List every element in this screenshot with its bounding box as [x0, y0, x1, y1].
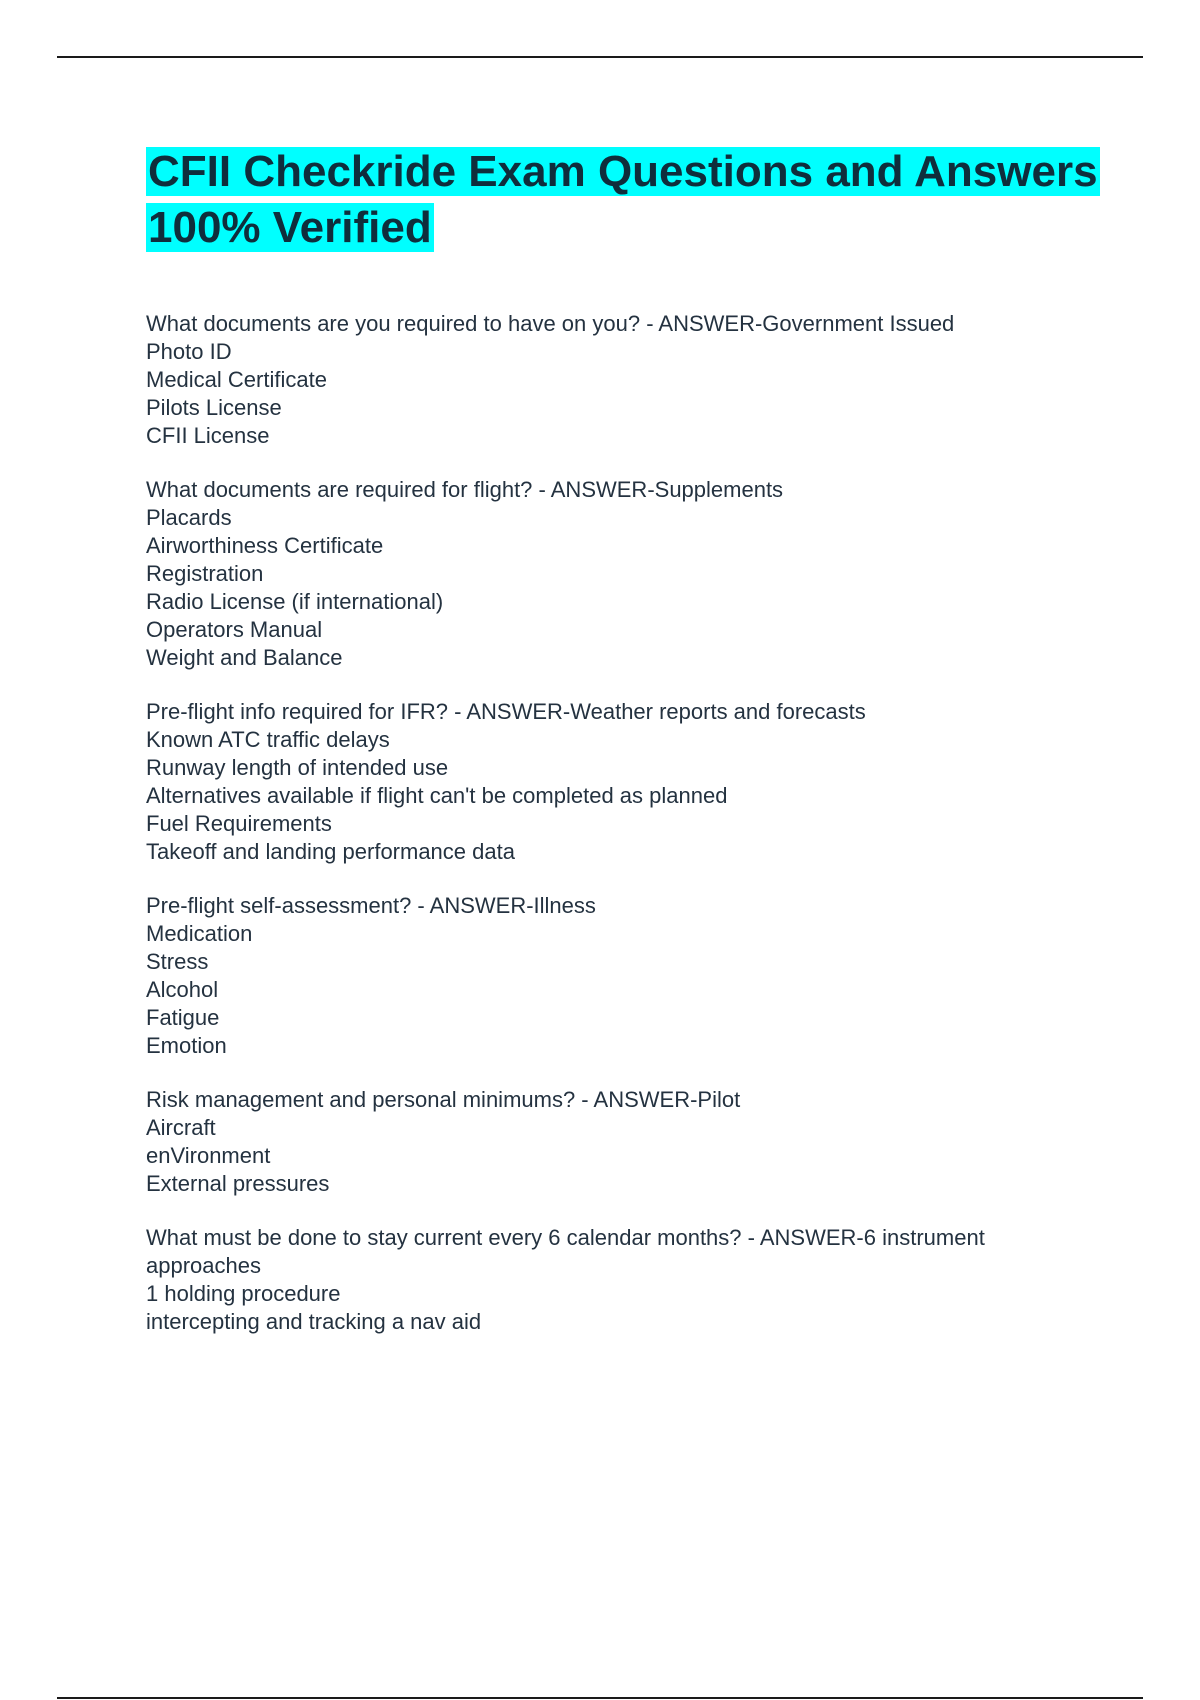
answer-line: CFII License	[146, 423, 270, 448]
document-title	[146, 144, 1106, 256]
answer-line: enVironment	[146, 1143, 271, 1168]
question-line: What must be done to stay current every 6 calendar months? - ANSWER-6 instrument	[146, 1225, 985, 1250]
answer-line: Photo ID	[146, 339, 232, 364]
answer-line: approaches	[146, 1253, 261, 1278]
answer-line: Operators Manual	[146, 617, 323, 642]
document-title-text: CFII Checkride Exam Questions and Answers 100% Verified	[148, 147, 1098, 252]
question-line: What documents are required for flight? - ANSWER-Supplements	[146, 477, 784, 502]
question-line: Pre-flight self-assessment? - ANSWER-Illness	[146, 893, 596, 918]
qa-item	[146, 892, 1106, 1060]
question-line: Pre-flight info required for IFR? - ANSWER-Weather reports and forecasts	[146, 699, 866, 724]
answer-line: Runway length of intended use	[146, 755, 449, 780]
question-line: Risk management and personal minimums? - ANSWER-Pilot	[146, 1087, 741, 1112]
qa-item	[146, 476, 1106, 672]
answer-line: Pilots License	[146, 395, 282, 420]
answer-line: External pressures	[146, 1171, 330, 1196]
answer-line: intercepting and tracking a nav aid	[146, 1309, 482, 1334]
answer-line: Placards	[146, 505, 232, 530]
question-line: What documents are you required to have on you? - ANSWER-Government Issued	[146, 311, 955, 336]
answer-line: Alternatives available if flight can't be completed as planned	[146, 783, 728, 808]
answer-line: 1 holding procedure	[146, 1281, 341, 1306]
answer-line: Airworthiness Certificate	[146, 533, 384, 558]
answer-line: Known ATC traffic delays	[146, 727, 390, 752]
qa-item	[146, 698, 1106, 866]
answer-line: Registration	[146, 561, 264, 586]
answer-line: Emotion	[146, 1033, 227, 1058]
answer-line: Radio License (if international)	[146, 589, 444, 614]
answer-line: Fuel Requirements	[146, 811, 332, 836]
qa-item	[146, 1224, 1106, 1336]
qa-item	[146, 310, 1106, 450]
answer-line: Fatigue	[146, 1005, 220, 1030]
qa-item	[146, 1086, 1106, 1198]
answer-line: Alcohol	[146, 977, 219, 1002]
answer-line: Medication	[146, 921, 253, 946]
answer-line: Medical Certificate	[146, 367, 327, 392]
answer-line: Takeoff and landing performance data	[146, 839, 515, 864]
answer-line: Stress	[146, 949, 209, 974]
top-page-rule	[57, 56, 1143, 58]
bottom-page-rule	[57, 1697, 1143, 1699]
qa-list	[146, 310, 1106, 1336]
answer-line: Weight and Balance	[146, 645, 343, 670]
document-body	[146, 144, 1106, 1362]
answer-line: Aircraft	[146, 1115, 216, 1140]
